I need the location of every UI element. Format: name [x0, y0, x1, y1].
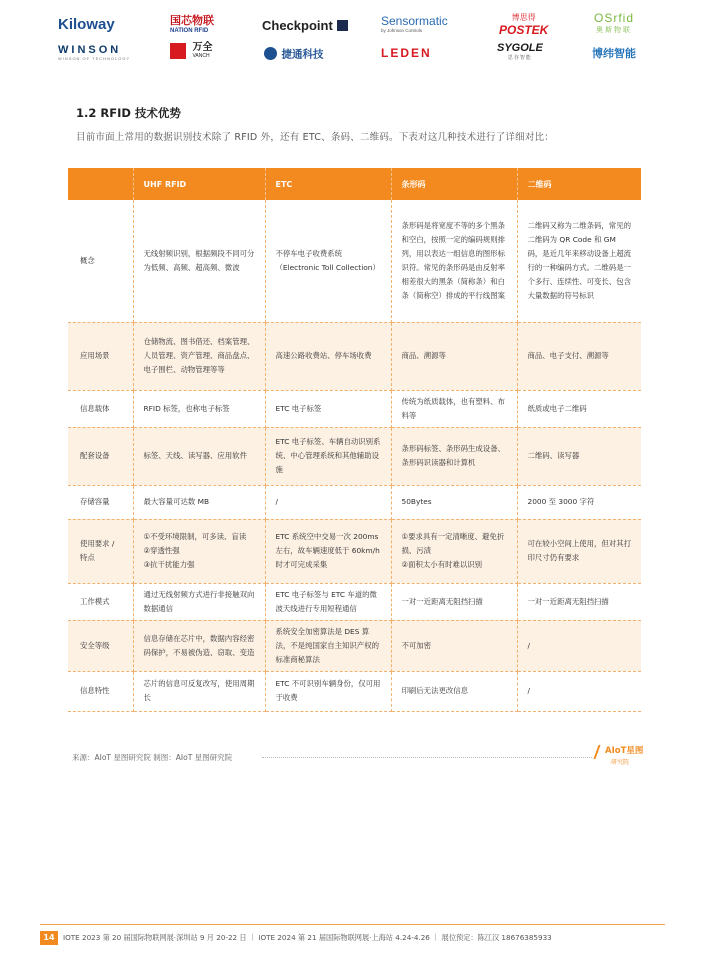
- jietong-text: 捷通科技: [281, 48, 324, 61]
- sygole-logo: [497, 42, 543, 61]
- table-cell: 一对一近距离无阻挡扫描: [517, 583, 641, 620]
- source-note: 来源：AIoT 星图研究院 制图：AIoT 星图研究院: [72, 753, 233, 762]
- footer-text: IOTE 2023 第 20 届国际物联网展·深圳站 9 月 20-22 日 ｜ IOTE 2024 第 21 届国际物联网展·上海站 4.24-4.26 ｜ 展位预定：陈江汉 18676385933: [63, 933, 552, 942]
- row-header-cell: 信息载体: [68, 390, 133, 427]
- table-cell: ETC 不可识别车辆身份，仅可用于收费: [265, 671, 391, 711]
- table-cell: RFID 标签，也称电子标签: [133, 390, 265, 427]
- vanch-cn: 万全: [192, 42, 213, 54]
- table-cell: 芯片的信息可反复改写，使用周期长: [133, 671, 265, 711]
- section-title: 1.2 RFID 技术优势: [76, 106, 181, 120]
- table-cell: ETC 电子标签与 ETC 车道的微波天线进行专用短程通信: [265, 583, 391, 620]
- row-header-cell: 信息特性: [68, 671, 133, 711]
- table-cell: 条形码是将宽度不等的多个黑条和空白，按照一定的编码规则排列，用以表达一组信息的图形标识符。常见的条形码是由反射率相差很大的黑条（简称条）和白条（简称空）排成的平行线图案: [391, 200, 517, 322]
- table-row: [68, 200, 641, 322]
- vanch-mark-icon: [170, 43, 186, 59]
- page-number: 14: [40, 931, 58, 945]
- table-cell: /: [517, 620, 641, 671]
- table-header-row: [68, 168, 641, 200]
- osrfid-text: OSrfid: [594, 11, 635, 25]
- table-row: [68, 671, 641, 711]
- postek-text: POSTEK: [499, 23, 549, 37]
- row-header-cell: 工作模式: [68, 583, 133, 620]
- table-cell: 传统为纸质载体，也有塑料、布料等: [391, 390, 517, 427]
- header-qrcode: 二维码: [517, 168, 641, 200]
- table-cell: 不停车电子收费系统（Electronic Toll Collection）: [265, 200, 391, 322]
- table-cell: 最大容量可达数 MB: [133, 485, 265, 519]
- checkpoint-logo: [262, 17, 348, 35]
- nation-rfid-cn: 国芯物联: [170, 15, 214, 27]
- winson-logo: [58, 44, 130, 61]
- table-cell: 标签、天线、读写器、应用软件: [133, 427, 265, 485]
- footer-divider: [40, 924, 665, 925]
- row-header-cell: 配套设备: [68, 427, 133, 485]
- table-cell: ①不受环境限制，可多读、盲读 ②穿透性强 ③抗干扰能力强: [133, 519, 265, 583]
- table-cell: 系统安全加密算法是 DES 算法，不是纯国家自主知识产权的标准商秘算法: [265, 620, 391, 671]
- table-cell: 一对一近距离无阻挡扫描: [391, 583, 517, 620]
- brand-text: AIoT星图: [605, 746, 644, 756]
- nation-rfid-logo: [170, 12, 214, 34]
- jietong-logo: [264, 45, 323, 63]
- jietong-mark-icon: [264, 47, 277, 60]
- table-row: [68, 427, 641, 485]
- table-cell: 商品、电子支付、溯源等: [517, 322, 641, 390]
- table-cell: ETC 电子标签: [265, 390, 391, 427]
- checkpoint-text: Checkpoint: [262, 18, 333, 33]
- header-etc: ETC: [265, 168, 391, 200]
- row-header-cell: 概念: [68, 200, 133, 322]
- comparison-table: [68, 168, 641, 712]
- leden-logo: LEDEN: [381, 46, 432, 60]
- table-row: [68, 583, 641, 620]
- header-blank: [68, 168, 133, 200]
- table-cell: /: [517, 671, 641, 711]
- header-barcode: 条形码: [391, 168, 517, 200]
- table-cell: 二维码、读写器: [517, 427, 641, 485]
- intro-paragraph: 目前市面上常用的数据识别技术除了 RFID 外，还有 ETC、条码、二维码。下表对这几种技术进行了详细对比：: [76, 132, 554, 143]
- checkpoint-mark-icon: [337, 20, 348, 31]
- table-cell: 50Bytes: [391, 485, 517, 519]
- vanch-logo: [170, 42, 212, 60]
- table-cell: ETC 电子标签、车辆自动识别系统、中心管理系统和其他辅助设施: [265, 427, 391, 485]
- source-divider: [262, 757, 592, 758]
- table-row: [68, 390, 641, 427]
- table-cell: 二维码又称为二维条码，常见的二维码为 QR Code 和 GM 码，是近几年来移动设备上超流行的一种编码方式。二维码是一个多行、连续性、可变长、包含大量数据的符号标识: [517, 200, 641, 322]
- table-cell: 可在较小空间上使用，但对其打印尺寸仍有要求: [517, 519, 641, 583]
- table-cell: 条形码标签、条形码生成设备、条形码识读器和计算机: [391, 427, 517, 485]
- row-header-cell: 使用要求 / 特点: [68, 519, 133, 583]
- row-header-cell: 安全等级: [68, 620, 133, 671]
- sensormatic-sub: by Johnson Controls: [381, 28, 423, 33]
- table-row: [68, 485, 641, 519]
- row-header-cell: 存储容量: [68, 485, 133, 519]
- table-cell: 通过无线射频方式进行非接触双向数据通信: [133, 583, 265, 620]
- table-cell: 2000 至 3000 字符: [517, 485, 641, 519]
- sensormatic-logo: [381, 14, 448, 33]
- aiot-brand-logo: [596, 744, 642, 768]
- nation-rfid-en: NATION RFID: [170, 28, 209, 34]
- table-cell: 不可加密: [391, 620, 517, 671]
- table-row: [68, 620, 641, 671]
- osrfid-cn: 奥斯物联: [596, 27, 632, 34]
- table-cell: 仓储物流、图书借还、档案管理、人员管理、资产管理、商品盘点、电子围栏、动物管理等等: [133, 322, 265, 390]
- row-header-cell: 应用场景: [68, 322, 133, 390]
- table-cell: ETC 系统空中交易一次 200ms 左右，故车辆速度低于 60km/h 时才可完成采集: [265, 519, 391, 583]
- table-row: [68, 519, 641, 583]
- brand-sub: 研究院: [611, 759, 630, 766]
- osrfid-logo: [594, 11, 634, 35]
- table-cell: 高速公路收费站、停车场收费: [265, 322, 391, 390]
- winson-text: WINSON: [58, 44, 122, 56]
- sensormatic-text: Sensormatic: [381, 14, 448, 28]
- table-cell: 印刷后无法更改信息: [391, 671, 517, 711]
- table-cell: 信息存储在芯片中，数据内容经密码保护，不易被伪造、窃取、变造: [133, 620, 265, 671]
- postek-logo: [499, 12, 548, 37]
- table-cell: ①要求具有一定清晰度、避免折损、污渍 ②面积太小有时难以识别: [391, 519, 517, 583]
- table-cell: 无线射频识别，根据频段不同可分为低频、高频、超高频、微波: [133, 200, 265, 322]
- vanch-en: VANCH: [192, 53, 210, 60]
- postek-cn: 博思得: [511, 13, 536, 22]
- winson-sub: WINSON OF TECHNOLOGY: [58, 56, 131, 61]
- sygole-cn: 思谷智能: [507, 55, 532, 61]
- partner-logos: [40, 10, 680, 66]
- table-cell: 商品、溯源等: [391, 322, 517, 390]
- bowei-logo: 博纬智能: [592, 48, 636, 60]
- table-cell: /: [265, 485, 391, 519]
- header-uhf-rfid: UHF RFID: [133, 168, 265, 200]
- sygole-text: SYGOLE: [497, 42, 543, 54]
- kiloway-logo: Kiloway: [58, 16, 115, 33]
- table-row: [68, 322, 641, 390]
- table-cell: 纸质或电子二维码: [517, 390, 641, 427]
